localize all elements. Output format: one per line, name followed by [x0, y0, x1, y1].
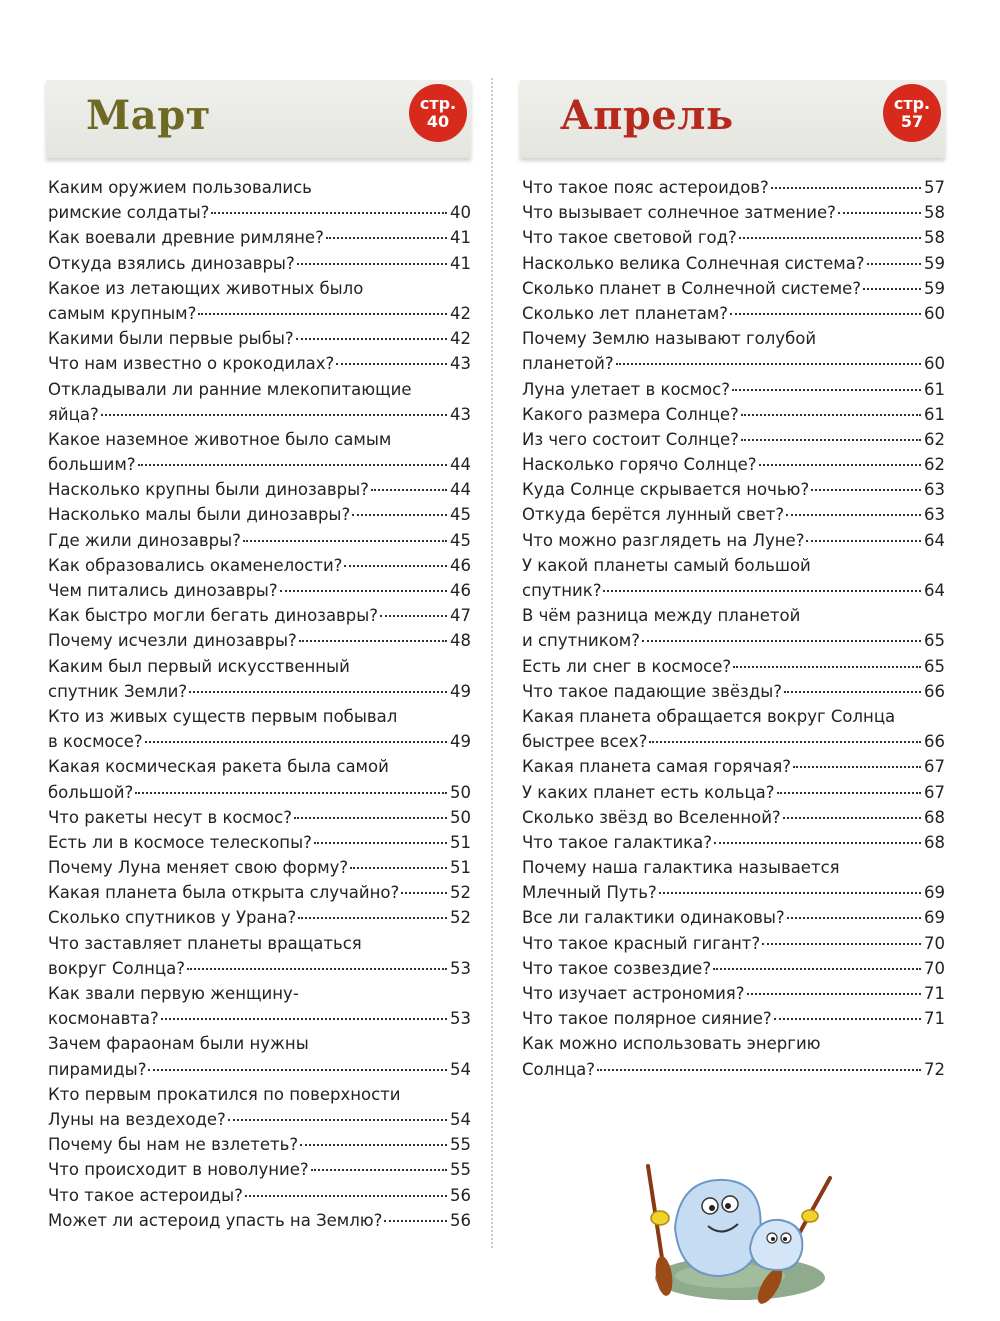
toc-entry-text: Насколько велика Солнечная система?: [522, 253, 865, 273]
toc-entry-text: Почему Луна меняет свою форму?: [48, 858, 349, 878]
toc-entry-page: 69: [924, 908, 945, 928]
toc-entry-page: 50: [450, 782, 471, 802]
dot-leader: [189, 691, 447, 693]
march-title: Март: [86, 92, 211, 139]
toc-entry-page: 41: [450, 228, 471, 248]
dot-leader: [783, 817, 921, 819]
toc-entry[interactable]: [522, 377, 945, 402]
dot-leader: [732, 389, 921, 391]
toc-entry-page: 66: [924, 681, 945, 701]
dot-leader: [299, 640, 447, 642]
toc-entry[interactable]: [522, 175, 945, 200]
toc-entry-page: 58: [924, 228, 945, 248]
dot-leader: [350, 867, 447, 869]
dot-leader: [148, 1069, 447, 1071]
toc-entry[interactable]: [48, 1057, 471, 1082]
toc-entry[interactable]: [48, 578, 471, 603]
toc-entry-page: 65: [924, 631, 945, 651]
toc-entry-text: Все ли галактики одинаковы?: [522, 908, 785, 928]
badge-label: стр.: [419, 94, 457, 113]
badge-page: 57: [900, 112, 924, 131]
toc-entry-text: вокруг Солнца?: [48, 958, 185, 978]
dot-leader: [297, 263, 447, 265]
toc-entry-text: Почему Землю называют голубой: [522, 329, 817, 349]
toc-entry[interactable]: [48, 326, 471, 351]
dot-leader: [298, 917, 447, 919]
toc-entry[interactable]: [48, 200, 471, 225]
toc-entry-text: Почему исчезли динозавры?: [48, 631, 297, 651]
toc-entry-text: Какая планета была открыта случайно?: [48, 883, 400, 903]
toc-entry[interactable]: [48, 1157, 471, 1182]
toc-entry-text: Какое наземное животное было самым: [48, 429, 392, 449]
toc-entry-text: космонавта?: [48, 1009, 159, 1029]
dot-leader: [867, 263, 921, 265]
dot-leader: [616, 363, 921, 365]
dot-leader: [714, 842, 921, 844]
toc-entry[interactable]: [522, 981, 945, 1006]
toc-entry-page: 60: [924, 303, 945, 323]
dot-leader: [145, 741, 447, 743]
toc-entry[interactable]: [522, 905, 945, 930]
toc-entry-page: 67: [924, 782, 945, 802]
toc-entry-text: Как образовались окаменелости?: [48, 555, 343, 575]
march-banner: [46, 80, 471, 158]
toc-entry-text: Есть ли в космосе телескопы?: [48, 832, 312, 852]
moon-mascot-illustration: [630, 1158, 850, 1308]
toc-entry-page: 64: [924, 530, 945, 550]
toc-entry-text: Почему бы нам не взлететь?: [48, 1135, 299, 1155]
toc-entry-page: 50: [450, 807, 471, 827]
dot-leader: [603, 590, 921, 592]
toc-entry-text: спутник Земли?: [48, 681, 188, 701]
toc-entry[interactable]: [48, 553, 471, 578]
toc-entry-page: 70: [924, 933, 945, 953]
dot-leader: [786, 514, 921, 516]
dot-leader: [296, 338, 447, 340]
toc-entry[interactable]: [522, 805, 945, 830]
toc-entry-text: Каким был первый искусственный: [48, 656, 350, 676]
toc-entry-text: спутник?: [522, 581, 602, 600]
toc-entry-text: Кто первым прокатился по поверхности: [48, 1084, 401, 1104]
toc-entry-text: Что такое галактика?: [522, 832, 713, 852]
dot-leader: [771, 187, 921, 189]
dot-leader: [294, 817, 447, 819]
toc-entry[interactable]: [48, 956, 471, 981]
toc-entry-page: 47: [450, 606, 471, 626]
toc-entry[interactable]: [522, 477, 945, 502]
toc-entry-text: Сколько звёзд во Вселенной?: [522, 807, 781, 827]
toc-entry-page: 56: [450, 1210, 471, 1230]
toc-entry-page: 61: [924, 379, 945, 399]
dot-leader: [713, 968, 921, 970]
toc-entry-text: Может ли астероид упасть на Землю?: [48, 1210, 383, 1230]
toc-entry-text: Солнца?: [522, 1059, 596, 1079]
column-divider: [491, 78, 493, 1248]
toc-entry[interactable]: [48, 981, 471, 1006]
toc-entry-text: яйца?: [48, 404, 99, 424]
toc-entry-text: Сколько лет планетам?: [522, 303, 729, 323]
toc-entry[interactable]: [48, 729, 471, 754]
toc-entry-page: 44: [450, 455, 471, 475]
toc-entry-text: Чем питались динозавры?: [48, 581, 278, 600]
dot-leader: [198, 313, 447, 315]
toc-entry[interactable]: [522, 326, 945, 351]
dot-leader: [344, 565, 447, 567]
dot-leader: [747, 993, 922, 995]
dot-leader: [300, 1144, 447, 1146]
dot-leader: [380, 615, 447, 617]
toc-entry-text: Что заставляет планеты вращаться: [48, 933, 362, 953]
toc-entry[interactable]: [522, 1031, 945, 1056]
toc-entry-text: Что такое полярное сияние?: [522, 1009, 772, 1029]
toc-entry-text: Насколько малы были динозавры?: [48, 505, 351, 525]
dot-leader: [659, 892, 921, 894]
dot-leader: [371, 489, 447, 491]
toc-entry[interactable]: [48, 1031, 471, 1056]
toc-entry[interactable]: [48, 704, 471, 729]
toc-entry-text: Что такое световой год?: [522, 228, 737, 248]
toc-entry[interactable]: [48, 528, 471, 553]
toc-entry-text: и спутником?: [522, 631, 640, 651]
toc-entry[interactable]: [48, 276, 471, 301]
toc-entry-text: Где жили динозавры?: [48, 530, 241, 550]
toc-entry[interactable]: [522, 351, 945, 376]
toc-entry[interactable]: [48, 225, 471, 250]
toc-entry-page: 41: [450, 253, 471, 273]
toc-entry[interactable]: [522, 729, 945, 754]
dot-leader: [730, 313, 921, 315]
toc-entry[interactable]: [522, 276, 945, 301]
toc-entry-page: 51: [450, 832, 471, 852]
toc-entry[interactable]: [522, 830, 945, 855]
toc-entry[interactable]: [522, 452, 945, 477]
march-column: [46, 80, 471, 1230]
toc-entry-page: 62: [924, 455, 945, 475]
toc-entry-page: 59: [924, 253, 945, 273]
toc-entry[interactable]: [48, 502, 471, 527]
toc-entry[interactable]: [48, 654, 471, 679]
toc-entry-text: Насколько крупны были динозавры?: [48, 480, 369, 500]
toc-entry[interactable]: [522, 780, 945, 805]
toc-entry-page: 60: [924, 354, 945, 374]
toc-entry-text: Какими были первые рыбы?: [48, 329, 294, 349]
toc-entry-text: Какая планета самая горячая?: [522, 757, 792, 777]
toc-entry-page: 46: [450, 581, 471, 600]
dot-leader: [759, 464, 921, 466]
toc-entry-text: Что происходит в новолуние?: [48, 1160, 309, 1180]
toc-entry[interactable]: [48, 780, 471, 805]
toc-entry-page: 54: [450, 1059, 471, 1079]
toc-entry-text: Как звали первую женщину-: [48, 984, 299, 1003]
toc-entry-page: 63: [924, 505, 945, 525]
toc-entry-text: Какое из летающих животных было: [48, 278, 364, 298]
dot-leader: [336, 363, 447, 365]
toc-entry[interactable]: [522, 200, 945, 225]
toc-entry[interactable]: [48, 452, 471, 477]
toc-entry-page: 42: [450, 303, 471, 323]
toc-entry[interactable]: [48, 1183, 471, 1208]
dot-leader: [384, 1220, 447, 1222]
toc-entry-text: Млечный Путь?: [522, 883, 657, 903]
toc-entry-text: Каким оружием пользовались: [48, 178, 312, 197]
toc-entry[interactable]: [522, 1057, 945, 1082]
toc-entry-text: Из чего состоит Солнце?: [522, 429, 739, 449]
toc-entry-page: 72: [924, 1059, 945, 1079]
dot-leader: [311, 1169, 447, 1171]
toc-entry-text: Что можно разглядеть на Луне?: [522, 530, 805, 550]
dot-leader: [774, 1018, 921, 1020]
toc-entry-text: Какая планета обращается вокруг Солнца: [522, 706, 896, 726]
toc-entry[interactable]: [522, 754, 945, 779]
toc-entry-text: Что такое созвездие?: [522, 958, 712, 978]
toc-entry[interactable]: [48, 603, 471, 628]
toc-entry-text: Какая космическая ракета была самой: [48, 757, 389, 777]
toc-entry-text: планетой?: [522, 354, 614, 374]
toc-entry-page: 63: [924, 480, 945, 500]
dot-leader: [211, 212, 447, 214]
march-page-badge[interactable]: [409, 84, 467, 142]
toc-entry-text: в космосе?: [48, 732, 143, 752]
toc-entry[interactable]: [522, 931, 945, 956]
toc-entry[interactable]: [48, 1082, 471, 1107]
toc-entry-text: Откуда берётся лунный свет?: [522, 505, 785, 525]
toc-entry[interactable]: [48, 805, 471, 830]
toc-entry-text: Что такое красный гигант?: [522, 933, 761, 953]
toc-entry[interactable]: [522, 502, 945, 527]
toc-entry-text: Что такое астероиды?: [48, 1185, 243, 1205]
toc-entry-page: 61: [924, 404, 945, 424]
toc-entry-text: Как воевали древние римляне?: [48, 228, 324, 248]
toc-entry-text: У каких планет есть кольца?: [522, 782, 775, 802]
toc-entry[interactable]: [48, 628, 471, 653]
toc-entry-text: пирамиды?: [48, 1059, 147, 1079]
toc-entry-page: 65: [924, 656, 945, 676]
badge-label: стр.: [893, 94, 931, 113]
toc-entry-text: Как можно использовать энергию: [522, 1034, 821, 1054]
toc-entry-text: В чём разница между планетой: [522, 606, 801, 626]
toc-entry[interactable]: [48, 905, 471, 930]
dot-leader: [135, 792, 447, 794]
toc-entry[interactable]: [522, 654, 945, 679]
toc-entry[interactable]: [522, 427, 945, 452]
toc-entry-page: 69: [924, 883, 945, 903]
dot-leader: [245, 1195, 447, 1197]
toc-entry-page: 52: [450, 908, 471, 928]
april-title: Апрель: [560, 92, 734, 139]
toc-entry-page: 59: [924, 278, 945, 298]
dot-leader: [642, 640, 921, 642]
toc-entry-page: 53: [450, 1009, 471, 1029]
toc-entry-page: 54: [450, 1109, 471, 1129]
dot-leader: [243, 540, 447, 542]
toc-entry-text: Откуда взялись динозавры?: [48, 253, 295, 273]
toc-entry-text: Почему наша галактика называется: [522, 858, 840, 878]
toc-entry-page: 55: [450, 1135, 471, 1155]
toc-entry[interactable]: [48, 477, 471, 502]
toc-entry-text: У какой планеты самый большой: [522, 555, 811, 575]
toc-entry-page: 42: [450, 329, 471, 349]
toc-entry-page: 52: [450, 883, 471, 903]
toc-entry-text: быстрее всех?: [522, 732, 648, 752]
dot-leader: [863, 288, 921, 290]
toc-entry[interactable]: [48, 175, 471, 200]
toc-entry[interactable]: [48, 351, 471, 376]
dot-leader: [806, 540, 921, 542]
toc-entry-text: Зачем фараонам были нужны: [48, 1034, 309, 1054]
toc-entry[interactable]: [522, 528, 945, 553]
toc-entry[interactable]: [48, 679, 471, 704]
dot-leader: [741, 414, 921, 416]
toc-entry[interactable]: [48, 880, 471, 905]
toc-entry[interactable]: [48, 427, 471, 452]
toc-entry-page: 40: [450, 203, 471, 223]
toc-entry-text: Что ракеты несут в космос?: [48, 807, 292, 827]
dot-leader: [326, 237, 447, 239]
toc-entry-text: Кто из живых существ первым побывал: [48, 706, 398, 726]
toc-entry[interactable]: [522, 855, 945, 880]
toc-entry-page: 67: [924, 757, 945, 777]
toc-entry-text: римские солдаты?: [48, 203, 210, 223]
toc-entry-page: 45: [450, 530, 471, 550]
toc-entry-page: 46: [450, 555, 471, 575]
toc-entry-page: 68: [924, 807, 945, 827]
toc-entry-text: Сколько спутников у Урана?: [48, 908, 297, 928]
toc-entry[interactable]: [522, 704, 945, 729]
toc-entry-page: 49: [450, 681, 471, 701]
toc-entry-text: Луна улетает в космос?: [522, 379, 730, 399]
toc-entry[interactable]: [522, 603, 945, 628]
toc-entry[interactable]: [48, 1132, 471, 1157]
dot-leader: [733, 666, 921, 668]
toc-entry[interactable]: [48, 251, 471, 276]
toc-entry[interactable]: [48, 830, 471, 855]
april-toc-list: [522, 175, 945, 1082]
toc-entry[interactable]: [522, 956, 945, 981]
toc-entry-page: 43: [450, 354, 471, 374]
badge-page: 40: [426, 112, 450, 131]
toc-entry[interactable]: [48, 1208, 471, 1233]
toc-entry[interactable]: [522, 402, 945, 427]
toc-entry[interactable]: [48, 301, 471, 326]
toc-entry[interactable]: [48, 1107, 471, 1132]
toc-entry-text: Какого размера Солнце?: [522, 404, 739, 424]
toc-entry-page: 55: [450, 1160, 471, 1180]
dot-leader: [352, 514, 447, 516]
april-banner: [520, 80, 945, 158]
toc-entry-page: 70: [924, 958, 945, 978]
toc-entry[interactable]: [48, 402, 471, 427]
toc-entry[interactable]: [522, 578, 945, 603]
toc-entry-text: Что такое пояс астероидов?: [522, 178, 769, 197]
toc-entry-page: 57: [924, 178, 945, 197]
dot-leader: [280, 590, 447, 592]
toc-entry[interactable]: [522, 301, 945, 326]
dot-leader: [838, 212, 921, 214]
toc-entry-page: 44: [450, 480, 471, 500]
dot-leader: [787, 917, 921, 919]
toc-entry-page: 58: [924, 203, 945, 223]
dot-leader: [228, 1119, 447, 1121]
dot-leader: [401, 892, 447, 894]
toc-entry-text: Насколько горячо Солнце?: [522, 455, 757, 475]
toc-entry[interactable]: [522, 679, 945, 704]
toc-entry[interactable]: [522, 1006, 945, 1031]
dot-leader: [161, 1018, 447, 1020]
toc-entry[interactable]: [522, 628, 945, 653]
toc-entry[interactable]: [48, 855, 471, 880]
toc-entry-text: Как быстро могли бегать динозавры?: [48, 606, 379, 626]
toc-entry-text: Откладывали ли ранние млекопитающие: [48, 379, 412, 399]
toc-entry[interactable]: [522, 553, 945, 578]
toc-entry-text: Что нам известно о крокодилах?: [48, 354, 335, 374]
toc-entry-text: Сколько планет в Солнечной системе?: [522, 278, 862, 298]
toc-entry-text: Есть ли снег в космосе?: [522, 656, 732, 676]
toc-entry-page: 71: [924, 984, 945, 1003]
dot-leader: [741, 439, 921, 441]
toc-entry-page: 49: [450, 732, 471, 752]
april-column: [520, 80, 945, 1079]
dot-leader: [138, 464, 447, 466]
toc-entry-page: 66: [924, 732, 945, 752]
toc-entry[interactable]: [48, 377, 471, 402]
toc-entry-text: Что изучает астрономия?: [522, 984, 745, 1003]
toc-entry[interactable]: [48, 1006, 471, 1031]
toc-entry[interactable]: [48, 754, 471, 779]
toc-entry[interactable]: [48, 931, 471, 956]
dot-leader: [597, 1069, 921, 1071]
toc-entry-page: 45: [450, 505, 471, 525]
april-page-badge[interactable]: [883, 84, 941, 142]
dot-leader: [777, 792, 921, 794]
toc-entry-text: Что такое падающие звёзды?: [522, 681, 783, 701]
toc-entry-text: самым крупным?: [48, 303, 197, 323]
dot-leader: [784, 691, 921, 693]
dot-leader: [762, 943, 921, 945]
toc-entry-page: 53: [450, 958, 471, 978]
toc-entry-page: 68: [924, 832, 945, 852]
dot-leader: [314, 842, 447, 844]
toc-entry-text: большой?: [48, 782, 134, 802]
toc-entry-text: Куда Солнце скрывается ночью?: [522, 480, 810, 500]
toc-entry[interactable]: [522, 880, 945, 905]
toc-entry-page: 71: [924, 1009, 945, 1029]
toc-entry-page: 51: [450, 858, 471, 878]
dot-leader: [811, 489, 921, 491]
dot-leader: [739, 237, 921, 239]
march-toc-list: [48, 175, 471, 1233]
toc-entry-text: большим?: [48, 455, 136, 475]
toc-entry-page: 48: [450, 631, 471, 651]
dot-leader: [187, 968, 447, 970]
toc-entry-page: 64: [924, 581, 945, 600]
dot-leader: [101, 414, 447, 416]
dot-leader: [793, 766, 921, 768]
toc-entry-text: Луны на вездеходе?: [48, 1109, 226, 1129]
toc-entry-text: Что вызывает солнечное затмение?: [522, 203, 836, 223]
toc-entry-page: 62: [924, 429, 945, 449]
toc-entry-page: 43: [450, 404, 471, 424]
toc-entry-page: 56: [450, 1185, 471, 1205]
toc-entry[interactable]: [522, 225, 945, 250]
dot-leader: [649, 741, 921, 743]
toc-entry[interactable]: [522, 251, 945, 276]
